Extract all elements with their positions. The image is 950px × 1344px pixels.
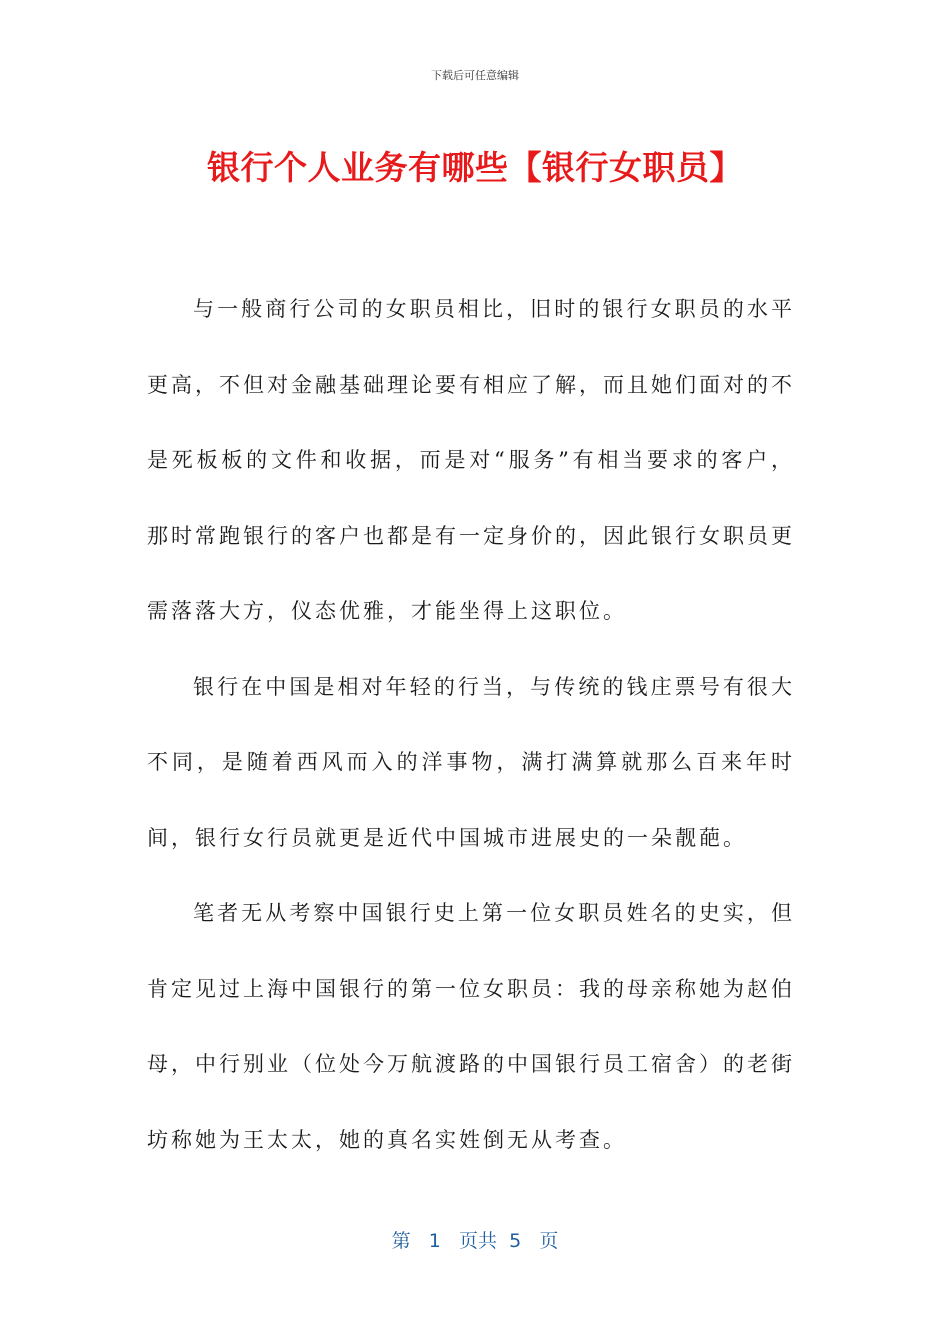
footer-current-page: 1 — [428, 1230, 441, 1252]
footer-middle: 页共 — [459, 1230, 498, 1252]
header-note: 下载后可任意编辑 — [431, 69, 519, 82]
footer-total-pages: 5 — [509, 1230, 522, 1252]
document-body — [147, 272, 795, 1178]
document-title: 银行个人业务有哪些【银行女职员】 — [207, 148, 743, 187]
footer-prefix: 第 — [391, 1230, 411, 1252]
paragraph-2: 银行在中国是相对年轻的行当，与传统的钱庄票号有很大不同，是随着西风而入的洋事物，满打满算就那么百来年时间，银行女行员就更是近代中国城市进展史的一朵靓葩。 — [147, 674, 795, 850]
paragraph-1: 与一般商行公司的女职员相比，旧时的银行女职员的水平更高，不但对金融基础理论要有相应了解，而且她们面对的不是死板板的文件和收据，而是对“服务”有相当要求的客户，那时常跑银行的客户也都是有一定身价的，因此银行女职员更需落落大方，仪态优雅，才能坐得上这职位。 — [147, 297, 795, 623]
paragraph-3: 笔者无从考察中国银行史上第一位女职员姓名的史实，但肯定见过上海中国银行的第一位女职员：我的母亲称她为赵伯母，中行别业（位处今万航渡路的中国银行员工宿舍）的老街坊称她为王太太，她的真名实姓倒无从考查。 — [147, 901, 795, 1152]
footer-suffix: 页 — [539, 1230, 559, 1252]
page-footer — [0, 1226, 950, 1253]
